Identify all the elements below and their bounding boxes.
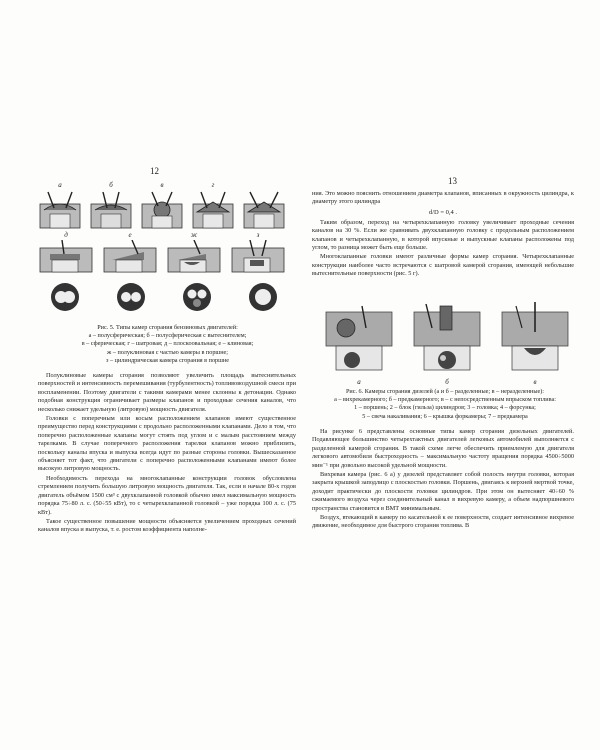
figure-6b (410, 302, 484, 386)
figure-5g-1 (191, 181, 235, 230)
figure-5d (38, 231, 94, 274)
caption-line: 5 – свеча накаливания; 6 – крышка форкамеры; 7 – предкамера (362, 412, 528, 420)
figure-label: в (533, 378, 537, 386)
figure-5e (102, 231, 158, 274)
caption-line: Рис. 5. Типы камер сгорания бензиновых двигателей: (97, 324, 238, 331)
page-number-right: 13 (448, 176, 457, 186)
right-page-text-bottom (312, 428, 574, 532)
figure-label: е (128, 231, 132, 239)
figure-5-row-3 (50, 282, 278, 312)
right-page-text-top (312, 190, 574, 280)
caption-line: Рис. 6. Камеры сгорания дизелей (а и б – разделенные; в – неразделенные): (345, 388, 545, 395)
chamber-plan-view (248, 282, 278, 312)
figure-6a (322, 302, 396, 386)
figure-label: в (160, 181, 164, 189)
figure-6v (498, 302, 572, 386)
figure-5z (230, 231, 286, 274)
chamber-plan-view (50, 282, 80, 312)
figure-5v (140, 181, 184, 230)
paragraph: На рисунке 6 представлены основные типы камер сгорания дизельных двигателей. Подавляющее большинство четырехтактных двигателей легковых автомобилей выполняется с разделенной камерой сгорания. В такой схеме легче обеспечить приемлемую для двигателя легкового автомобиля быстроходность – максимальную частоту вращения порядка 4500÷5000 мин⁻¹ при довольно высокой удельной мощности. (312, 428, 574, 469)
figure-5g-2 (242, 190, 286, 230)
figure-label: а (58, 181, 62, 189)
paragraph: Необходимость перехода на многоклапанные конструкции головок обусловлена стремлением получить большую литровую мощность двигателя. Так, если в начале 80-х годов двигатель объёмом 1500 см³ с двухклапанной головкой обычно имел максимальную мощность порядка 75÷80 л. с. (50÷55 кВт), то с четырехклапанной головкой – уже порядка 100 л. с. (75 кВт). (38, 474, 296, 516)
formula: d/D = 0,4 . (428, 208, 458, 216)
figure-5b (89, 181, 133, 230)
figure-label: б (109, 181, 113, 189)
paragraph: Воздух, втекающий в камеру по касательной к ее поверхности, создает интенсивное вихревое движение, необходимое для быстрого сгорания топлива. В (312, 514, 574, 530)
chamber-plan-view (182, 282, 212, 312)
caption-line: а – вихрекамерного; б – предкамерного; в – с непосредственным впрыском топлива: (334, 396, 556, 404)
caption-line: 1 – поршень; 2 – блок (гильза) цилиндров; 3 – головка; 4 – форсунка; (354, 404, 536, 412)
figure-5-row-2 (38, 231, 286, 274)
figure-5a (38, 181, 82, 230)
caption-line: з – цилиндрическая камера сгорания в поршне (106, 356, 229, 364)
chamber-plan-view (116, 282, 146, 312)
caption-line: ж – полуклиновая с частью камеры в поршне; (107, 348, 228, 356)
figure-6-caption (314, 388, 576, 421)
figure-label: г (211, 181, 215, 189)
left-page-text (38, 372, 296, 536)
figure-label: ж (190, 231, 198, 239)
figure-5-caption (60, 324, 275, 365)
figure-5-row-1 (38, 181, 286, 230)
figure-5zh (166, 231, 222, 274)
figure-label: з (256, 231, 260, 239)
paragraph: Многоклапанные головки имеют различные формы камер сгорания. Четырехклапанные конструкции наиболее часто встречаются с шатровой камерой сгорания, имеющей небольшие вытеснительные поверхности (рис. 5 г). (312, 253, 574, 278)
figure-label: д (64, 231, 68, 239)
paragraph: Головки с поперечным или косым расположением клапанов имеют существенное преимущество перед конструкциями с продольно расположенными клапанами. Дело в том, что поперечно расположенные клапаны могут стоять под углом и с малым расстоянием между тарелками. В случае поперечного расположения тарелки клапанов можно приблизить, поскольку каналы впуска и выпуска всегда идут по разные стороны головки. Вышесказанное объясняет тот факт, что двигатели с поперечно расположенными клапанами имеют более высокую литровую мощность. (38, 415, 296, 473)
figure-label: а (357, 378, 361, 386)
paragraph: Такое существенное повышение мощности объясняется увеличением проходных сечений каналов впуска и выпуска, т. е. ростом коэффициента наполне- (38, 517, 296, 534)
paragraph: Таким образом, переход на четырехклапанную головку увеличивает проходные сечения каналов на 30 %. Если же сравнивать двухклапанную головку с продольным расположением клапанов и четырехклапанную, в которой впускные и выпускные клапаны расположены под углом, то разница может быть еще больше. (312, 218, 574, 252)
page-number-left: 12 (150, 166, 159, 176)
figure-label: б (445, 378, 449, 386)
paragraph: Полуклиновые камеры сгорания позволяют увеличить площадь вытеснительных поверхностей и интенсивность перемешивания (турбулентность) топливовоздушной смеси при воспламенении. Поэтому двигатели с такими камерами менее склонны к детонации. Однако подобная конструкция ограничивает размеры клапанов и проходные сечения каналов, что несколько снижает удельную (литровую) мощность двигателя. (38, 372, 296, 413)
paragraph: ния. Это можно пояснить отношением диаметра клапанов, вписанных в окружность цилиндра, к диаметру этого цилиндра (312, 190, 574, 206)
caption-line: в – сферическая; г – шатровая; д – плоскоовальная; е – клиновая; (81, 340, 254, 348)
caption-line: а – полусферическая; б – полусферическая с вытеснителем; (88, 332, 247, 340)
paragraph: Вихревая камера (рис. 6 а) у дизелей представляет собой полость внутри головки, которая закрыта крышкой заподлицо с плоскостью головки. Поршень, двигаясь к верхней мертвой точке, доходит практически до плоскости головки цилиндров. При этом он вытесняет 40÷60 % сжимаемого воздуха через соединительный канал в вихревую камеру, а объем надпоршневого пространства становится в ВМТ минимальным. (312, 471, 574, 512)
figure-6 (322, 302, 572, 386)
